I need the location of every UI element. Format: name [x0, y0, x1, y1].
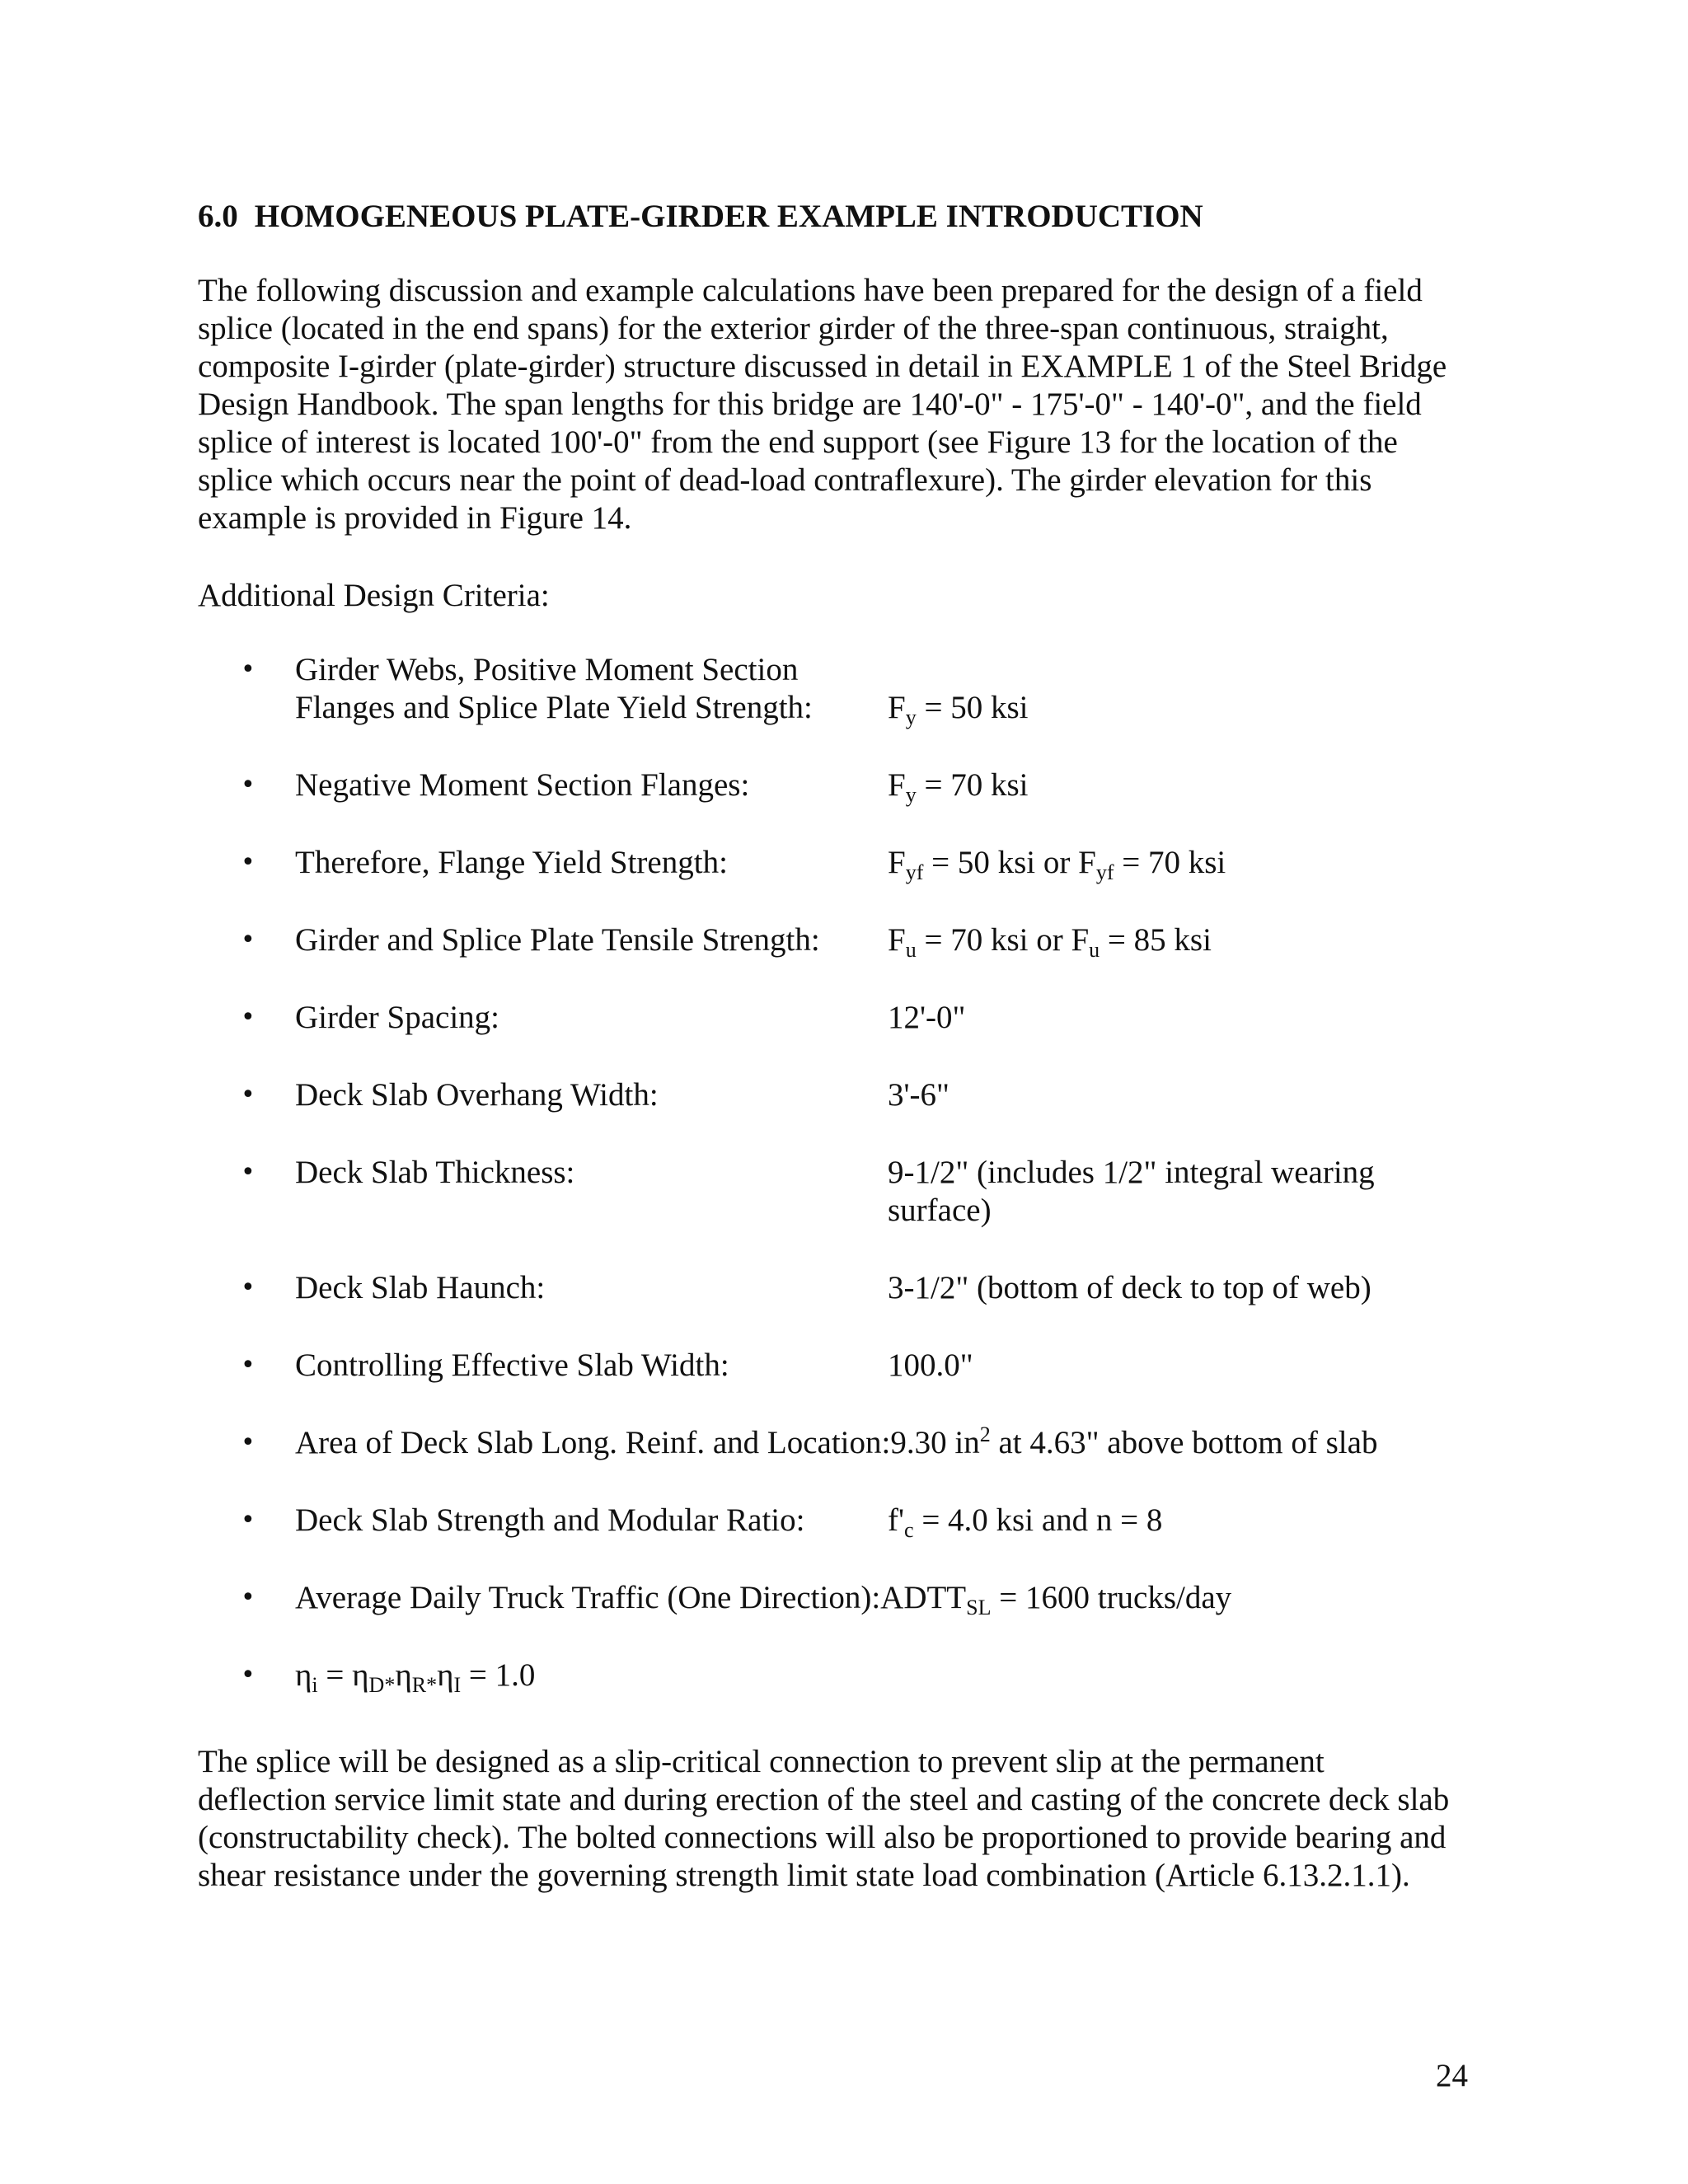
- bullet-icon: •: [241, 1003, 256, 1032]
- intro-line: splice which occurs near the point of dead-load contraflexure). The girder elevation for this: [198, 462, 1372, 498]
- closing-line: shear resistance under the governing strength limit state load combination (Article 6.13.2.1.1).: [198, 1858, 1410, 1893]
- bullet-icon: •: [241, 1661, 256, 1690]
- criterion-label: Controlling Effective Slab Width:: [295, 1347, 729, 1383]
- criterion-formula: $\eta_i = \eta_{D*}\eta_{R*}\eta_I = 1.0$: [295, 1657, 536, 1697]
- criterion-label: Negative Moment Section Flanges:: [295, 767, 750, 803]
- criterion-label: Therefore, Flange Yield Strength:: [295, 845, 728, 880]
- criterion-label: Deck Slab Haunch:: [295, 1270, 546, 1305]
- criterion-value: 12'-0": [888, 1000, 966, 1035]
- bullet-icon: •: [241, 848, 256, 877]
- criterion-label: Deck Slab Overhang Width:: [295, 1077, 659, 1113]
- intro-line: splice (located in the end spans) for the exterior girder of the three-span continuous, straight,: [198, 311, 1389, 346]
- bullet-icon: •: [241, 771, 256, 799]
- criterion-label: Area of Deck Slab Long. Reinf. and Location:9.30 $in^2$ at 4.63" above bottom of slab: [295, 1422, 1378, 1460]
- criterion-value: 3-1/2" (bottom of deck to top of web): [888, 1270, 1372, 1305]
- criterion-value: 100.0": [888, 1347, 973, 1383]
- criterion-value: $f'_c = 4.0$ ksi and n = 8: [888, 1502, 1163, 1542]
- bullet-icon: •: [241, 1080, 256, 1109]
- closing-line: The splice will be designed as a slip-critical connection to prevent slip at the permanent: [198, 1744, 1325, 1779]
- criterion-label: Girder Webs, Positive Moment Section Flanges and Splice Plate Yield Strength:: [295, 652, 813, 725]
- criterion-value: 9.30 $in^2$ at 4.63" above bottom of slab: [890, 1422, 1378, 1460]
- intro-line: splice of interest is located 100'-0" from the end support (see Figure 13 for the location of the: [198, 424, 1398, 460]
- page-number: 24: [1436, 2058, 1468, 2093]
- closing-line: (constructability check). The bolted connections will also be proportioned to provide bearing and: [198, 1820, 1447, 1855]
- bullet-icon: •: [241, 1158, 256, 1187]
- bullet-icon: •: [241, 1506, 256, 1535]
- closing-paragraph: [198, 1743, 1508, 1895]
- bullet-icon: •: [241, 1428, 256, 1457]
- closing-line: deflection service limit state and during erection of the steel and casting of the concrete deck slab: [198, 1782, 1450, 1817]
- bullet-icon: •: [241, 1273, 256, 1302]
- section-title: HOMOGENEOUS PLATE-GIRDER EXAMPLE INTRODUCTION: [254, 199, 1203, 234]
- criterion-value: $ADTT_{SL} = 1600$ trucks/day: [880, 1580, 1232, 1619]
- criterion-value: 9-1/2" (includes 1/2" integral wearing surface): [888, 1155, 1375, 1228]
- criterion-value: $F_u = 70$ ksi or $F_u = 85$ ksi: [888, 922, 1212, 962]
- bullet-icon: •: [241, 1351, 256, 1380]
- criterion-value: 3'-6": [888, 1077, 950, 1113]
- criterion-value: $F_{yf} = 50$ ksi or $F_{yf} = 70$ ksi: [888, 845, 1226, 884]
- criteria-heading: Additional Design Criteria:: [198, 578, 550, 613]
- intro-line: composite I-girder (plate-girder) structure discussed in detail in EXAMPLE 1 of the Steel Bridge: [198, 349, 1447, 384]
- intro-line: The following discussion and example calculations have been prepared for the design of a field: [198, 273, 1423, 308]
- bullet-icon: •: [241, 926, 256, 954]
- intro-line: example is provided in Figure 14.: [198, 500, 632, 536]
- bullet-icon: •: [241, 1583, 256, 1612]
- criterion-label: Average Daily Truck Traffic (One $Direction):ADTT_{SL} = 1600$ trucks/day: [295, 1580, 1232, 1619]
- criterion-label: Deck Slab Strength and Modular Ratio:: [295, 1502, 805, 1538]
- section-number: 6.0: [198, 199, 238, 234]
- criterion-label: Girder Spacing:: [295, 1000, 500, 1035]
- intro-line: Design Handbook. The span lengths for this bridge are 140'-0" - 175'-0" - 140'-0", and the field: [198, 387, 1422, 422]
- criterion-label: Deck Slab Thickness:: [295, 1155, 575, 1190]
- criterion-value: $F_y = 50$ ksi: [888, 690, 1029, 729]
- bullet-icon: •: [241, 655, 256, 684]
- criterion-label: Girder and Splice Plate Tensile Strength:: [295, 922, 820, 958]
- criterion-value: $F_y = 70$ ksi: [888, 767, 1029, 807]
